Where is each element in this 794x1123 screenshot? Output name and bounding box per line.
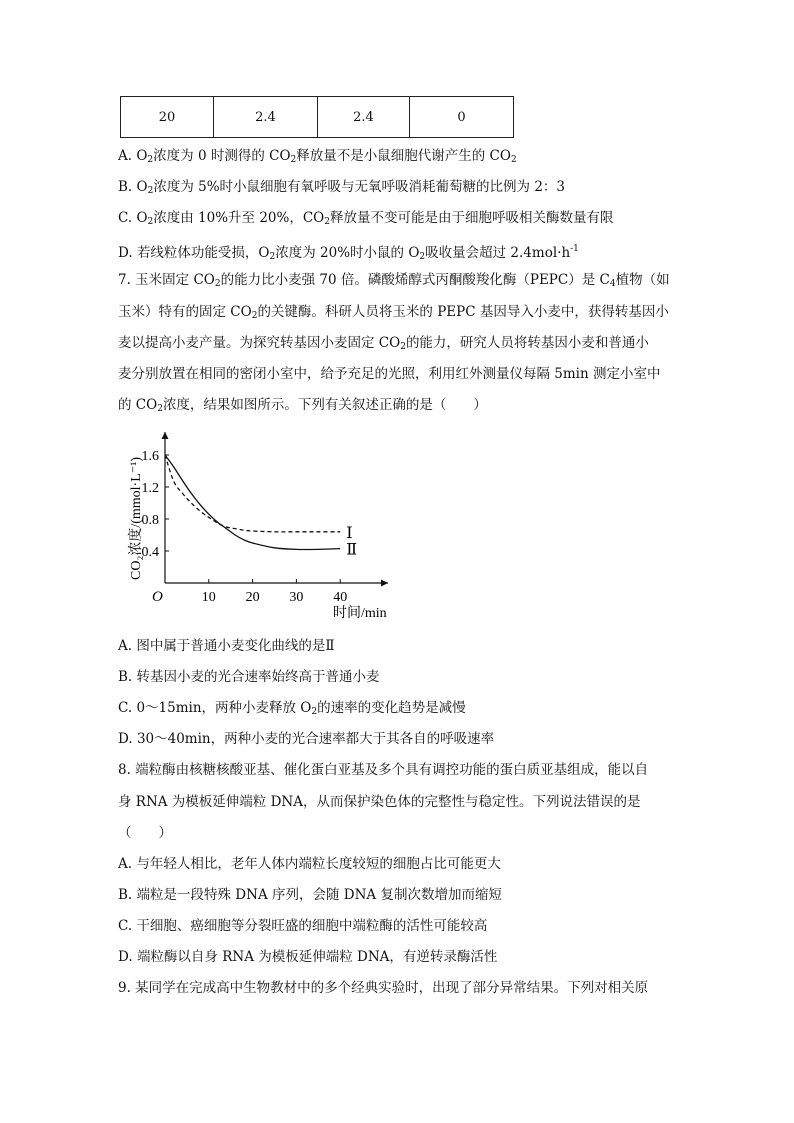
data-table: [120, 96, 514, 138]
curve-ii: [165, 455, 340, 550]
q8-option-b: B. 端粒是一段特殊 DNA 序列，会随 DNA 复制次数增加而缩短: [118, 887, 502, 903]
q6-option-a: A. $O_2$浓度为 0 时测得的 $CO_2$释放量不是小鼠细胞代谢产生的 $CO_2$: [118, 148, 517, 165]
table-row: [121, 97, 514, 138]
y-axis-label: CO₂浓度/(mmol·L⁻¹): [129, 456, 144, 580]
y-tick-label: 0.4: [141, 545, 159, 560]
q6-option-b: B. $O_2$浓度为 5%时小鼠细胞有氧呼吸与无氧呼吸消耗葡萄糖的比例为 2：3: [118, 179, 566, 196]
x-tick-label: 40: [333, 590, 348, 605]
origin-label: O: [152, 589, 163, 605]
q7-option-d: D. 30～40min，两种小麦的光合速率都大于其各自的呼吸速率: [118, 731, 495, 747]
table-cell: 20: [121, 97, 214, 138]
table-cell: 2.4: [318, 97, 410, 138]
q7-stem-line: 7. 玉米固定 $CO_2$的能力比小麦强 70 倍。磷酸烯醇式丙酮酸羧化酶（PEPC）是 $C_4$植物（如: [118, 272, 670, 289]
curve-label: Ⅰ: [346, 524, 353, 542]
q8-stem-line: （ ）: [118, 825, 172, 841]
q7-stem-line: 玉米）特有的固定 $CO_2$的关键酶。科研人员将玉米的 PEPC 基因导入小麦中，获得转基因小: [118, 304, 669, 321]
curve-label: Ⅱ: [346, 541, 358, 559]
q6-option-d: D. 若线粒体功能受损，$O_2$浓度为 20%时小鼠的 $O_2$吸收量会超过 $2.4mol\cdot h^{-1}$: [118, 244, 579, 262]
x-tick-label: 30: [289, 590, 304, 605]
q7-stem-line: 麦分别放置在相同的密闭小室中，给予充足的光照，利用红外测量仪每隔 5min 测定小室中: [118, 366, 661, 382]
y-tick-label: 1.6: [141, 449, 159, 464]
y-tick-label: 1.2: [141, 481, 159, 496]
q8-stem-line: 身 RNA 为模板延伸端粒 DNA，从而保护染色体的完整性与稳定性。下列说法错误的是: [118, 794, 641, 810]
q8-option-d: D. 端粒酶以自身 RNA 为模板延伸端粒 DNA，有逆转录酶活性: [118, 949, 498, 965]
x-tick-label: 20: [245, 590, 260, 605]
table-cell: 0: [410, 97, 514, 138]
q6-option-c: C. $O_2$浓度由 10%升至 20%，$CO_2$释放量不变可能是由于细胞呼吸相关酶数量有限: [118, 210, 614, 227]
x-tick-label: 10: [201, 590, 216, 605]
q7-stem-line: 的 $CO_2$浓度，结果如图所示。下列有关叙述正确的是（ ）: [118, 397, 487, 414]
q7-stem-line: 麦以提高小麦产量。为探究转基因小麦固定 $CO_2$的能力，研究人员将转基因小麦和普通小: [118, 335, 649, 352]
q8-option-a: A. 与年轻人相比，老年人体内端粒长度较短的细胞占比可能更大: [118, 856, 501, 872]
y-tick-label: 0.8: [141, 513, 159, 528]
table-cell: 2.4: [214, 97, 318, 138]
q9-stem-line: 9. 某同学在完成高中生物教材中的多个经典实验时，出现了部分异常结果。下列对相关原: [118, 980, 649, 996]
q7-option-a: A. 图中属于普通小麦变化曲线的是Ⅱ: [118, 638, 335, 654]
q7-option-c: C. 0～15min，两种小麦释放 $O_2$的速率的变化趋势是减慢: [118, 700, 466, 717]
q8-option-c: C. 干细胞、癌细胞等分裂旺盛的细胞中端粒酶的活性可能较高: [118, 918, 488, 934]
x-axis-label: 时间/min: [333, 606, 387, 621]
co2-concentration-chart: [118, 420, 408, 630]
q8-stem-line: 8. 端粒酶由核糖核酸亚基、催化蛋白亚基及多个具有调控功能的蛋白质亚基组成，能以自: [118, 762, 649, 778]
q7-option-b: B. 转基因小麦的光合速率始终高于普通小麦: [118, 669, 380, 685]
